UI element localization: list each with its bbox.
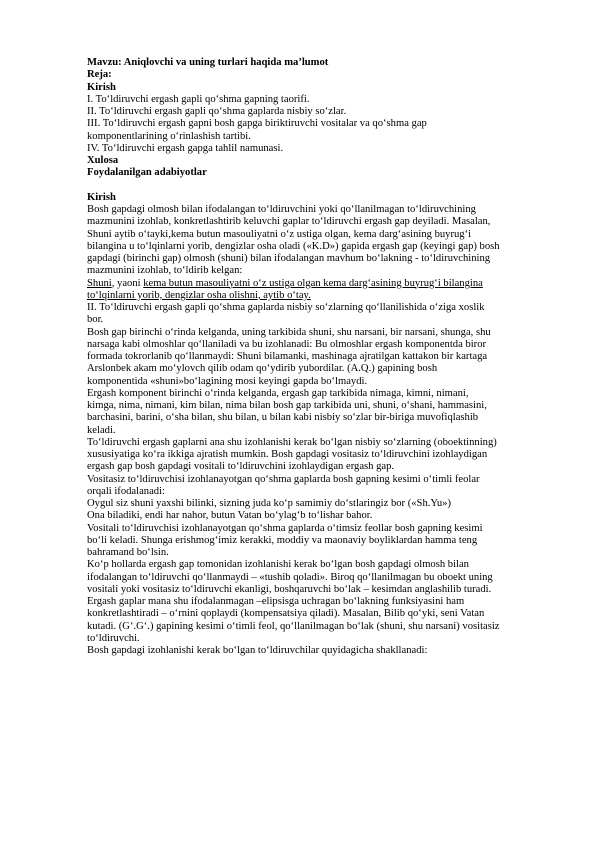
example-line bbox=[87, 290, 538, 302]
example-middle: , yaoni bbox=[111, 277, 144, 289]
paragraph-line: Vositali to‘ldiruvchisi izohlanayotgan qo‘shma gaplarda o‘timsiz feollar bosh gapning kesimi bbox=[87, 522, 483, 534]
paragraph-line: xususiyatiga ko‘ra ikkiga ajratish mumkin. Bosh gapdagi vositasiz to‘ldiruvchini izohlaydigan bbox=[87, 449, 488, 460]
outline-item: Foydalanilgan adabiyotlar bbox=[87, 167, 207, 179]
paragraph-line: kutadi. (G‘.G‘.) gapining kesimi o‘timli feol, qo‘llanilmagan bo‘lak (shuni, shu narsani) vositasiz bbox=[87, 620, 500, 632]
outline-item: komponentlarining o‘rinlashish tartibi. bbox=[87, 130, 251, 142]
outline bbox=[87, 69, 538, 179]
paragraph-line: bilangina u to‘lqinlarni yorib, dengizlar osha oladi («K.D») gapida ergash gap (keyingi gap) bosh bbox=[87, 240, 500, 252]
outline-item: II. To‘ldiruvchi ergash gapli qo‘shma gaplarda nisbiy so‘zlar. bbox=[87, 106, 347, 117]
outline-item: I. To‘ldiruvchi ergash gapli qo‘shma gapning taorifi. bbox=[87, 93, 310, 105]
outline-item: Kirish bbox=[87, 81, 116, 93]
paragraph-line: bor. bbox=[87, 314, 104, 326]
paragraph-line: Bosh gap birinchi o‘rinda kelganda, uning tarkibida shuni, shu narsani, bir narsani, shunga, shu bbox=[87, 326, 491, 338]
paragraph-line: Bosh gapdagi olmosh bilan ifodalangan to‘ldiruvchini yoki qo‘llanilmagan to‘ldiruvchining bbox=[87, 204, 476, 215]
paragraph-line: komponentida «shuni»bo‘lagining mosi keyingi gapda bo‘lmaydi. bbox=[87, 375, 368, 387]
example-underlined: kema butun masouliyatni o‘z ustiga olgan kema darg‘asining buyrug‘i bilangina bbox=[143, 277, 483, 289]
paragraph-line: Vositasiz to‘ldiruvchisi izohlanayotgan qo‘shma gaplarda bosh gapning kesimi o‘timli feolar bbox=[87, 473, 480, 485]
paragraph-line: ergash gap bosh gapdagi vositali to‘ldiruvchini izohlaydigan ergash gap. bbox=[87, 461, 395, 473]
paragraph-line: ifodalangan to‘ldiruvchi qo‘llanmaydi – «tushib qoladi». Biroq qo‘llanilmagan bu oboekt uning bbox=[87, 571, 493, 583]
document-title: Mavzu: Aniqlovchi va uning turlari haqida ma’lumot bbox=[87, 57, 329, 68]
paragraph-line: orqali ifodalanadi: bbox=[87, 485, 165, 497]
paragraph-line: mazmunini izohlab, to‘ldirib kelgan: bbox=[87, 265, 243, 277]
paragraph-line: barchasini, barini, o‘sha bilan, shu bilan, u bilan kabi nisbiy so‘zlar bir-biriga muvofiqlashib bbox=[87, 412, 479, 424]
outline-item: Xulosa bbox=[87, 155, 119, 166]
outline-item: III. To‘ldiruvchi ergash gapni bosh gapga biriktiruvchi vositalar va qo‘shma gap bbox=[87, 118, 427, 130]
body-section bbox=[87, 192, 538, 658]
paragraph-line: Ko‘p hollarda ergash gap tomonidan izohlanishi kerak bo‘lgan bosh gapdagi olmosh bilan bbox=[87, 559, 469, 571]
paragraph-line: bo‘li keladi. Shunga erishmog‘imiz kerakki, moddiy va maonaviy boyliklardan hamma teng bbox=[87, 534, 478, 546]
paragraph-line: Shuni aytib o‘tayki,kema butun masouliyatni o‘z ustiga olgan, kema darg‘asining buyrug‘i bbox=[87, 228, 472, 240]
outline-item: IV. To‘ldiruvchi ergash gapga tahlil namunasi. bbox=[87, 142, 284, 154]
paragraph-line: Ergash komponent birinchi o‘rinda kelganda, ergash gap tarkibida nimaga, kimni, nimani, bbox=[87, 387, 469, 399]
section-heading: Kirish bbox=[87, 191, 116, 203]
paragraph-line: bahramand bo‘lsin. bbox=[87, 547, 169, 558]
paragraph-line: mazmunini izohlab, konkretlashtirib keluvchi gaplar to‘ldiruvchi ergash gap deyiladi. Masalan, bbox=[87, 216, 491, 228]
paragraph-line: gapdagi (birinchi gap) olmosh (shuni) bilan ifodalangan mavhum bo‘lakning - to‘ldiruvchining bbox=[87, 253, 491, 264]
paragraph-line: formada tokrorlanib qo‘llanmaydi: Shuni bilamanki, mashinaga ajratilgan kattakon bir kartaga bbox=[87, 351, 488, 362]
paragraph-line: kimga, nima, nimani, kim bilan, nima bilan bosh gap tarkibida uni, shuni, o‘shani, hammasini, bbox=[87, 400, 487, 411]
paragraph-line: to‘ldiruvchi. bbox=[87, 632, 140, 644]
example-word: Shuni bbox=[87, 277, 112, 289]
paragraph-line: keladi. bbox=[87, 424, 116, 436]
paragraph-line: Bosh gapdagi izohlanishi kerak bo‘lgan to‘ldiruvchilar quyidagicha shakllanadi: bbox=[87, 645, 428, 656]
example-underlined: to‘lqinlarni yorib, dengizlar osha olishni, aytib o‘tay. bbox=[87, 289, 311, 301]
paragraph-line: vositali yoki vositasiz to‘ldiruvchi ekanligi, boshqaruvchi bo‘lak – kesimdan anglashilib turadi. bbox=[87, 583, 492, 595]
paragraph-line: Oygul siz shuni yaxshi bilinki, sizning juda ko‘p samimiy do‘stlaringiz bor («Sh.Yu») bbox=[87, 498, 451, 509]
spacer bbox=[87, 180, 538, 192]
paragraph-line: konkretlashtiradi – o‘rnini qoplaydi (kompensatsiya qiladi). Masalan, Bilib qo‘yki, seni Vatan bbox=[87, 608, 485, 620]
example-line bbox=[87, 278, 538, 290]
paragraph-line: To‘ldiruvchi ergash gaplarni ana shu izohlanishi kerak bo‘lgan nisbiy so‘zlarning (oboektinning) bbox=[87, 436, 497, 448]
paragraph-line: Ona biladiki, endi har nahor, butun Vatan bo‘ylag‘b to‘lishar bahor. bbox=[87, 510, 373, 522]
paragraph-line: Arslonbek akam mo‘ylovch qilib odam qo‘ydirib yubordilar. (A.Q.) gapining bosh bbox=[87, 363, 438, 375]
paragraph-line: Ergash gaplar mana shu ifodalanmagan –elipsisga uchragan bo‘lakning funksiyasini ham bbox=[87, 596, 465, 607]
paragraph-line: narsaga kabi olmoshlar qo‘llaniladi va bu izohlanadi: Bu olmoshlar ergash komponentda biror bbox=[87, 338, 487, 350]
paragraph-line: II. To‘ldiruvchi ergash gapli qo‘shma gaplarda nisbiy so‘zlarning qo‘llanilishida o‘ziga xoslik bbox=[87, 302, 485, 313]
outline-heading: Reja: bbox=[87, 69, 112, 81]
